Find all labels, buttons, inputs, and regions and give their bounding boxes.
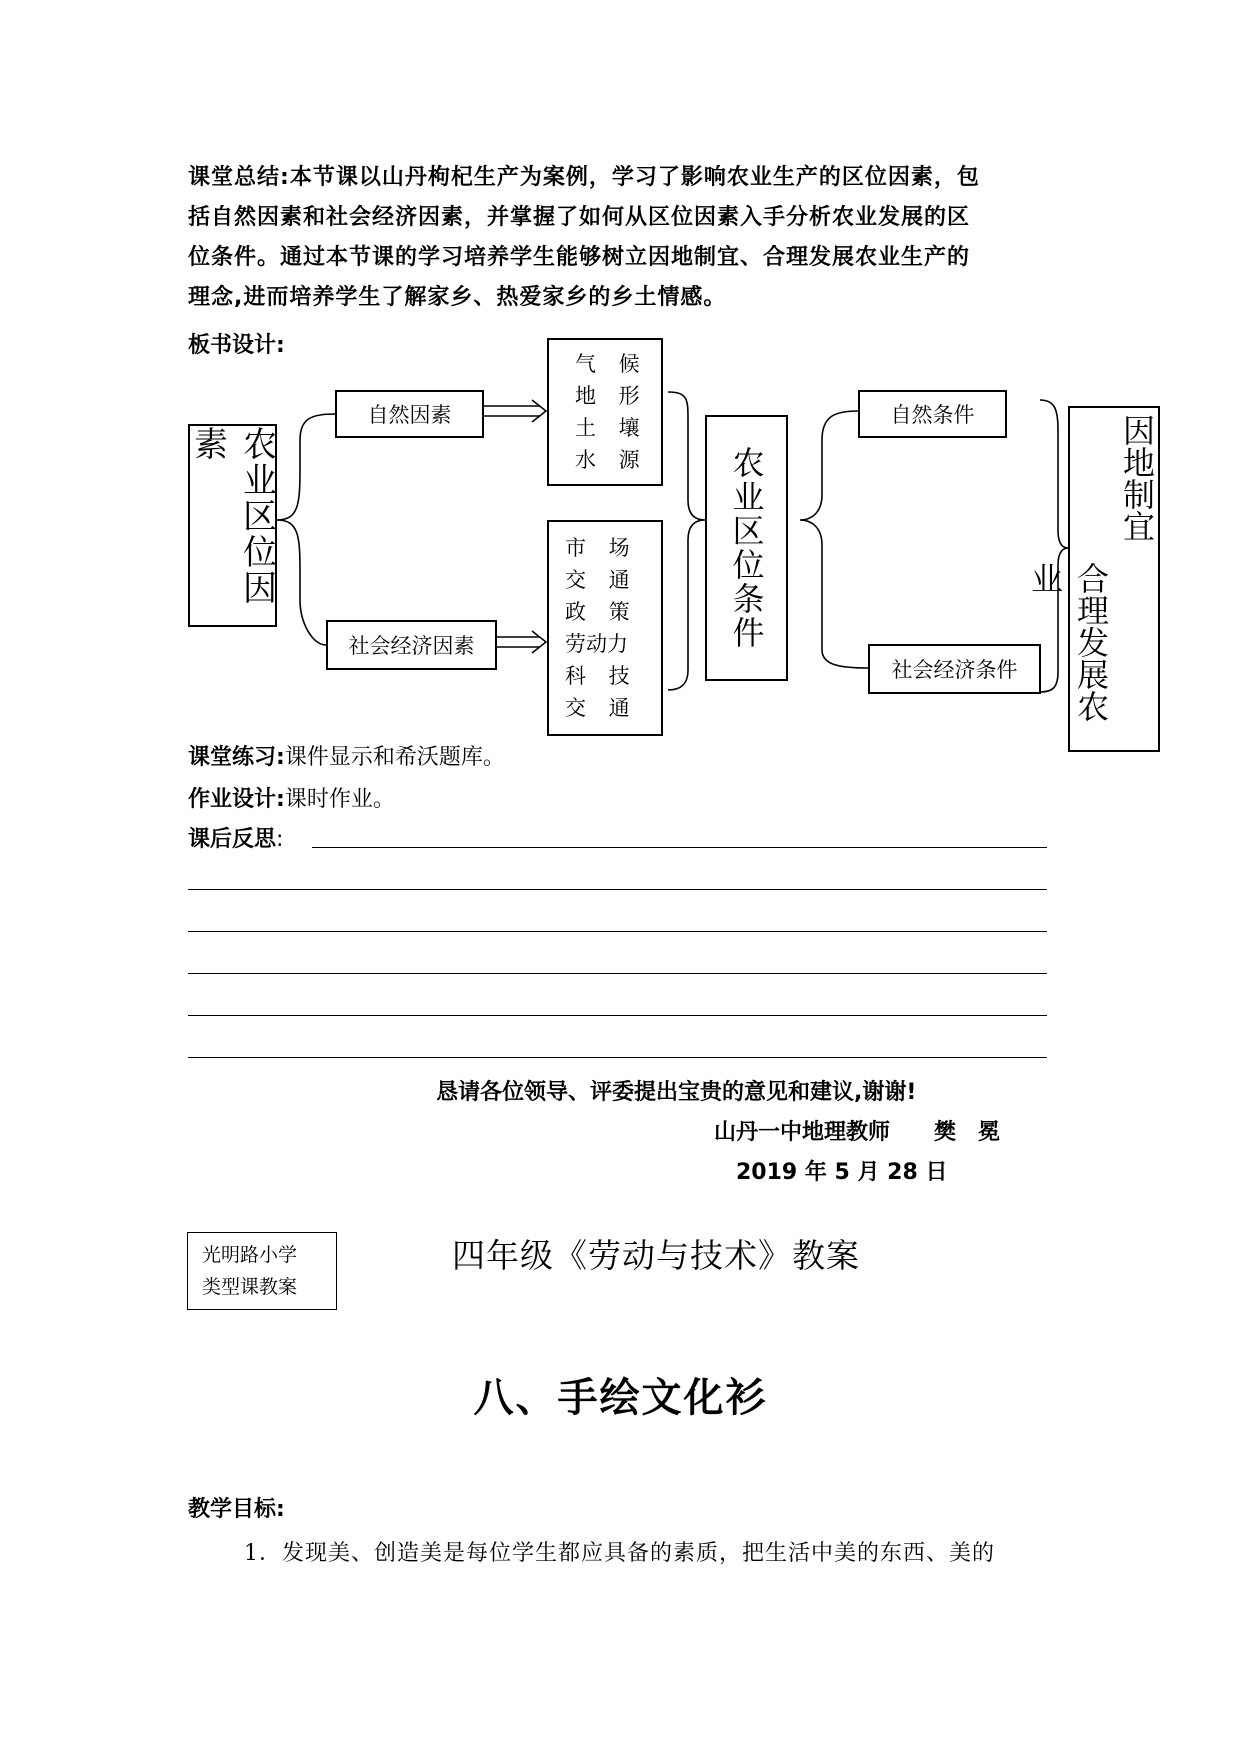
conditions-text: 农业区位条件 [727, 446, 766, 650]
closing-author: 山丹一中地理教师 樊 冕 [714, 1120, 1001, 1145]
social-item: 劳动力 [565, 632, 628, 656]
summary-label: 课堂总结: [188, 165, 290, 190]
closing-date: 2019 年 5 月 28 日 [736, 1160, 948, 1185]
homework-row [188, 782, 395, 813]
reflection-line [188, 931, 1047, 932]
social-item: 政 策 [565, 600, 638, 624]
social-factors-box [326, 620, 497, 670]
practice-label: 课堂练习: [188, 745, 285, 770]
stamp-line-2: 类型课教案 [202, 1276, 298, 1298]
natural-item: 土 壤 [575, 416, 648, 440]
lesson-title: 八、手绘文化衫 [473, 1375, 768, 1421]
reflection-line [188, 1015, 1047, 1016]
social-item: 市 场 [565, 536, 638, 560]
conclusion-box [1026, 406, 1160, 752]
social-item: 科 技 [565, 664, 638, 688]
natural-item: 地 形 [575, 384, 648, 408]
homework-text: 课时作业。 [284, 787, 395, 812]
reflection-label: 课后反思 [188, 827, 277, 852]
social-factors-text: 社会经济因素 [348, 634, 475, 658]
reflection-line [188, 889, 1047, 890]
lesson-header: 四年级《劳动与技术》教案 [452, 1236, 860, 1275]
natural-items-box [547, 338, 663, 486]
conclusion-column-2: 合理发展农业 [1026, 562, 1110, 722]
natural-item: 气 候 [575, 352, 648, 376]
practice-text: 课件显示和希沃题库。 [284, 745, 505, 770]
summary-line-1: 课堂总结:本节课以山丹枸杞生产为案例，学习了影响农业生产的区位因素，包 [188, 165, 980, 190]
summary-line-4: 理念,进而培养学生了解家乡、热爱家乡的乡土情感。 [188, 285, 727, 310]
natural-factors-box [335, 390, 484, 438]
summary-line-3: 位条件。通过本节课的学习培养学生能够树立因地制宜、合理发展农业生产的 [188, 245, 971, 270]
conclusion-column-1: 因地制宜 [1118, 414, 1156, 542]
practice-row [188, 740, 505, 771]
reflection-row: 课后反思: [188, 827, 284, 852]
homework-label: 作业设计: [188, 787, 285, 812]
closing-thanks: 恳请各位领导、评委提出宝贵的意见和建议,谢谢! [436, 1080, 917, 1105]
natural-conditions-text: 自然条件 [890, 403, 975, 427]
goal-label: 教学目标: [188, 1497, 285, 1522]
reflection-line [188, 1057, 1047, 1058]
social-conditions-box [868, 644, 1041, 694]
natural-conditions-box [858, 390, 1007, 438]
root-factors-text: 农业区位因素 [187, 426, 277, 606]
reflection-line [188, 973, 1047, 974]
board-label: 板书设计: [188, 333, 285, 358]
conditions-box [705, 415, 788, 681]
social-items-box [547, 520, 663, 736]
summary-line-2: 括自然因素和社会经济因素，并掌握了如何从区位因素入手分析农业发展的区 [188, 205, 971, 230]
root-factors-box [188, 424, 277, 627]
stamp-line-1: 光明路小学 [202, 1244, 298, 1266]
natural-item: 水 源 [575, 448, 648, 472]
school-stamp-box [187, 1232, 337, 1310]
natural-factors-text: 自然因素 [367, 403, 452, 427]
social-conditions-text: 社会经济条件 [891, 658, 1018, 682]
reflection-line [312, 847, 1047, 848]
goal-item-1: 1．发现美、创造美是每位学生都应具备的素质，把生活中美的东西、美的 [244, 1541, 995, 1566]
social-item: 交 通 [565, 696, 638, 720]
social-item: 交 通 [565, 568, 638, 592]
